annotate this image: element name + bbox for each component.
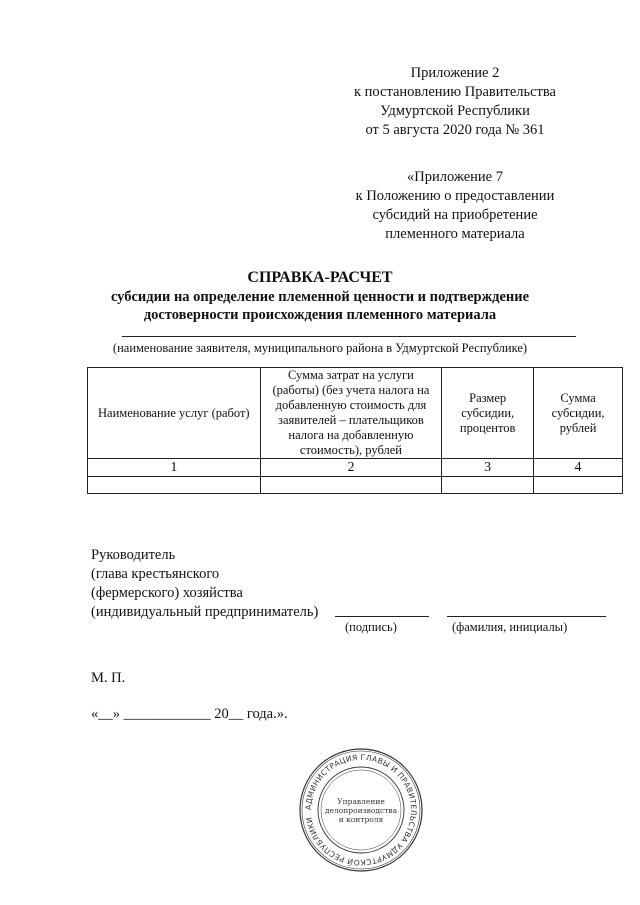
appendix-inner-line: племенного материала <box>385 226 525 242</box>
signature-fill-line <box>335 616 429 617</box>
table-cell[interactable] <box>442 477 534 494</box>
subsidy-table <box>87 367 623 494</box>
seal-center-text: Управление <box>337 797 385 806</box>
table-header-cell: Сумма субсидии, рублей <box>534 368 623 459</box>
applicant-fill-line <box>122 336 576 337</box>
signature-block <box>91 546 318 622</box>
appendix-line: Приложение 2 <box>410 65 500 81</box>
seal-ring-text: АДМИНИСТРАЦИЯ ГЛАВЫ И ПРАВИТЕЛЬСТВА УДМУРТСКОЙ РЕСПУБЛИКИ <box>303 752 419 868</box>
table-number-cell: 4 <box>534 459 623 477</box>
seal-center-text: делопроизводства <box>324 806 398 815</box>
appendix-line: к постановлению Правительства <box>354 84 556 100</box>
signature-line: (индивидуальный предприниматель) <box>91 604 319 620</box>
appendix-inner-line: «Приложение 7 <box>407 169 503 185</box>
appendix-inner <box>325 168 585 244</box>
signature-line: (фермерского) хозяйства <box>91 585 243 601</box>
table-cell[interactable] <box>88 477 261 494</box>
seal-center-text: и контроля <box>338 815 384 824</box>
title-line: достоверности происхождения племенного материала <box>143 307 497 323</box>
applicant-caption: (наименование заявителя, муниципального района в Удмуртской Республике) <box>112 341 528 355</box>
appendix-line: от 5 августа 2020 года № 361 <box>365 122 545 138</box>
official-seal <box>298 747 424 873</box>
table-number-cell: 3 <box>442 459 534 477</box>
table-cell[interactable] <box>534 477 623 494</box>
appendix-inner-line: субсидий на приобретение <box>372 207 538 223</box>
table-number-row <box>88 459 623 477</box>
table-cell[interactable] <box>260 477 442 494</box>
signature-line: (глава крестьянского <box>91 566 220 582</box>
title-line: субсидии на определение племенной ценности и подтверждение <box>110 288 530 305</box>
table-row <box>88 477 623 494</box>
table-header-cell: Размер субсидии, процентов <box>442 368 534 459</box>
document-title <box>60 269 580 325</box>
table-number-cell: 2 <box>260 459 442 477</box>
appendix-header <box>325 64 585 140</box>
table-header-cell: Сумма затрат на услуги (работы) (без учета налога на добавленную стоимость для заявителей – плательщиков налога на добавленную стоимость), рублей <box>260 368 442 459</box>
table-header-cell: Наименование услуг (работ) <box>88 368 261 459</box>
table-number-cell: 1 <box>88 459 261 477</box>
signature-caption: (подпись) <box>345 620 397 634</box>
appendix-inner-line: к Положению о предоставлении <box>355 188 555 204</box>
table-header-row <box>88 368 623 459</box>
stamp-place-label: М. П. <box>91 670 126 686</box>
date-line: «__» ____________ 20__ года.». <box>91 706 288 722</box>
name-fill-line <box>447 616 606 617</box>
name-caption: (фамилия, инициалы) <box>452 620 568 634</box>
signature-line: Руководитель <box>91 547 176 563</box>
title-heading: СПРАВКА-РАСЧЕТ <box>247 269 393 286</box>
appendix-line: Удмуртской Республики <box>380 103 530 119</box>
